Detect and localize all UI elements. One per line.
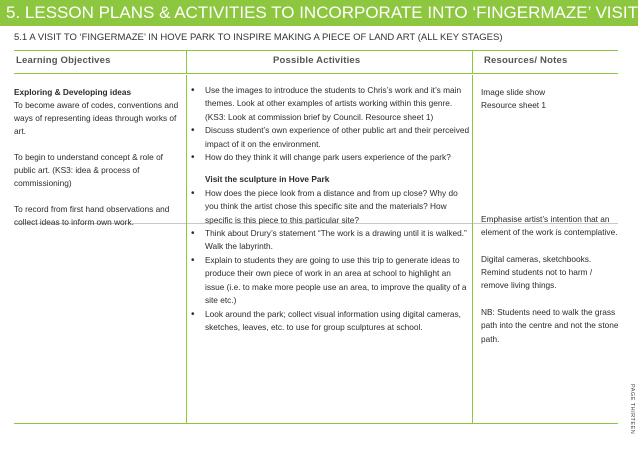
- resources-top: [481, 86, 621, 113]
- objectives-column: [14, 86, 186, 242]
- section-subtitle: 5.1 A VISIT TO ‘FINGERMAZE’ IN HOVE PARK TO INSPIRE MAKING A PIECE OF LAND ART (ALL KEY STAGES): [14, 32, 503, 43]
- divider-top: [14, 50, 618, 51]
- activities-column: [190, 84, 470, 334]
- activities-section-heading: Visit the sculpture in Hove Park: [205, 174, 330, 185]
- objectives-block: [14, 86, 186, 138]
- column-divider-1-header: [186, 51, 187, 73]
- list-item: • Think about Drury’s statement “The work is a drawing until it is walked.” Walk the labyrinth.: [190, 227, 470, 254]
- activities-list-intro: [190, 84, 470, 164]
- divider-bottom: [14, 423, 618, 424]
- objectives-heading: Exploring & Developing ideas: [14, 87, 132, 97]
- objective-text: To begin to understand concept & role of public art. (KS3: idea & process of commissioning): [14, 152, 163, 188]
- resource-line: Resource sheet 1: [481, 100, 547, 111]
- column-header-objectives: Learning Objectives: [16, 55, 111, 66]
- resource-note: Digital cameras, sketchbooks. Remind students not to harm / remove living things.: [481, 253, 593, 291]
- list-item: • How does the piece look from a distance and from up close? Why do you think the artist chose this specific site and the materials? How specific is this piece to this particular site?: [190, 187, 470, 227]
- column-divider-1: [186, 75, 187, 423]
- page-banner-title: 5. LESSON PLANS & ACTIVITIES TO INCORPORATE INTO ‘FINGERMAZE’ VISIT: [0, 0, 638, 26]
- objective-text: To become aware of codes, conventions and ways of representing ideas through works of art.: [14, 100, 179, 136]
- objective-text: To record from first hand observations and collect ideas to inform own work.: [14, 204, 170, 227]
- resources-column: [481, 86, 621, 359]
- resource-note: Emphasise artist’s intention that an element of the work is contemplative.: [481, 213, 618, 238]
- activities-list-visit: [190, 187, 470, 334]
- list-item: • Discuss student’s own experience of other public art and their perceived impact of it on the environment.: [190, 124, 470, 151]
- divider-header-bottom: [14, 73, 618, 74]
- list-item: • How do they think it will change park users experience of the park?: [190, 151, 470, 164]
- column-divider-2: [472, 75, 473, 423]
- list-item: • Look around the park; collect visual information using digital cameras, sketches, leaves, etc. to use for group sculptures at school.: [190, 308, 470, 335]
- resource-line: Image slide show: [481, 87, 546, 97]
- page-number-label: PAGE THIRTEEN: [629, 384, 635, 435]
- column-header-activities: Possible Activities: [273, 55, 361, 66]
- resources-spacer: [481, 126, 621, 213]
- column-header-resources: Resources/ Notes: [484, 55, 568, 66]
- list-item: • Use the images to introduce the students to Chris’s work and it’s main themes. Look at other examples of artists working within this genre. (KS3: Look at commission brief by Council. Resource sheet 1): [190, 84, 470, 124]
- list-item: • Explain to students they are going to use this trip to generate ideas to produce their own piece of work in an area at school to highlight an issue (i.e. to make more people use an area, to improve the quality of a site etc.): [190, 254, 470, 308]
- column-divider-2-header: [472, 51, 473, 73]
- resource-note: NB: Students need to walk the grass path into the centre and not the stone path.: [481, 306, 619, 344]
